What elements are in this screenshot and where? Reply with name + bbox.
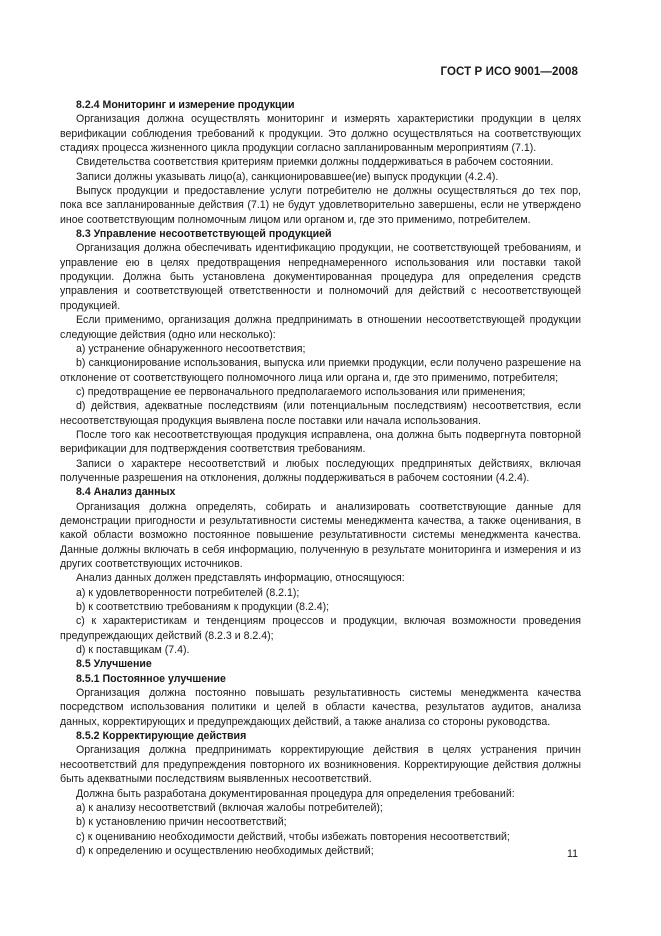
list-item: a) к удовлетворенности потребителей (8.2.1);: [76, 586, 300, 599]
paragraph: Выпуск продукции и предоставление услуги потребителю не должны осуществляться до тех пор, пока все запланированные действия (7.1) не будут удовлетворительно завершены, если не утверждено иное соответствующим полномочным лицом или органом и, где это применимо, потребителем.: [60, 185, 581, 226]
paragraph: Записи должны указывать лицо(а), санкционировавшее(ие) выпуск продукции (4.2.4).: [76, 170, 499, 183]
list-item: d) к поставщикам (7.4).: [76, 644, 190, 657]
paragraph: Записи о характере несоответствий и любых последующих предпринятых действиях, включая полученные разрешения на отклонения, должны поддерживаться в рабочем состоянии (4.2.4).: [60, 457, 581, 484]
paragraph: Анализ данных должен представлять информацию, относящуюся:: [76, 572, 405, 585]
section-heading: 8.5.1 Постоянное улучшение: [76, 672, 226, 685]
section-heading: 8.5 Улучшение: [76, 658, 152, 671]
list-item: b) санкционирование использования, выпуска или приемки продукции, если получено разрешение на отклонение от соответствующего полномочного лица или органа и, где это применимо, потребителя;: [60, 357, 581, 384]
section-heading: 8.3 Управление несоответствующей продукцией: [76, 228, 332, 241]
section-heading: 8.2.4 Мониторинг и измерение продукции: [76, 99, 295, 111]
list-item: c) к характеристикам и тенденциям процессов и продукции, включая возможности проведения предупреждающих действий (8.2.3 и 8.2.4);: [60, 615, 581, 642]
list-item: b) к установлению причин несоответствий;: [76, 816, 287, 829]
list-item: d) к определению и осуществлению необходимых действий;: [76, 844, 374, 857]
document-body: [60, 98, 581, 858]
paragraph: Свидетельства соответствия критериям приемки должны поддерживаться в рабочем состоянии.: [76, 156, 554, 169]
section-heading: 8.4 Анализ данных: [76, 486, 176, 499]
page-number: 11: [567, 848, 578, 860]
list-item: c) к оцениванию необходимости действий, чтобы избежать повторения несоответствий;: [76, 830, 510, 843]
section-heading: 8.5.2 Корректирующие действия: [76, 730, 247, 743]
paragraph: Организация должна определять, собирать и анализировать соответствующие данные для демонстрации пригодности и результативности системы менеджмента качества, а также оценивания, в какой области возможно постоянное повышение результативности системы менеджмента качества. Данные должны включать в себя информацию, полученную в результате мониторинга и измерения и из других соответствующих источников.: [60, 500, 581, 570]
list-item: a) устранение обнаруженного несоответствия;: [76, 342, 306, 355]
list-item: a) к анализу несоответствий (включая жалобы потребителей);: [76, 801, 383, 814]
paragraph: Если применимо, организация должна предпринимать в отношении несоответствующей продукции следующие действия (одно или несколько):: [60, 314, 581, 341]
paragraph: Должна быть разработана документированная процедура для определения требований:: [76, 787, 515, 800]
paragraph: Организация должна постоянно повышать результативность системы менеджмента качества посредством использования политики и целей в области качества, результатов аудитов, анализа данных, корректирующих и предупреждающих действий, а также анализа со стороны руководства.: [60, 687, 581, 728]
list-item: d) действия, адекватные последствиям (или потенциальным последствиям) несоответствия, если несоответствующая продукция выявлена после поставки или начала использования.: [60, 400, 581, 427]
paragraph: После того как несоответствующая продукция исправлена, она должна быть подвергнута повторной верификации для подтверждения соответствия требованиям.: [60, 428, 581, 456]
paragraph: Организация должна предпринимать корректирующие действия в целях устранения причин несоответствий для предупреждения повторного их возникновения. Корректирующие действия должны быть адекватными последствиям выявленных несоответствий.: [60, 744, 581, 786]
list-item: c) предотвращение ее первоначального предполагаемого использования или применения;: [76, 385, 526, 398]
paragraph: Организация должна обеспечивать идентификацию продукции, не соответствующей требованиям, и управление ею в целях предотвращения непреднамеренного использования или поставки такой продукции. Должна быть установлена документированная процедура для определения средств управления и соответствующей ответственности и полномочий для действий с несоответствующей продукцией.: [60, 242, 581, 312]
paragraph: Организация должна осуществлять мониторинг и измерять характеристики продукции в целях верификации соблюдения требований к продукции. Это должно осуществляться на соответствующих стадиях процесса жизненного цикла продукции согласно запланированным мероприятиям (7.1).: [60, 113, 581, 155]
standard-header: ГОСТ Р ИСО 9001—2008: [440, 66, 578, 78]
list-item: b) к соответствию требованиям к продукции (8.2.4);: [76, 601, 330, 614]
